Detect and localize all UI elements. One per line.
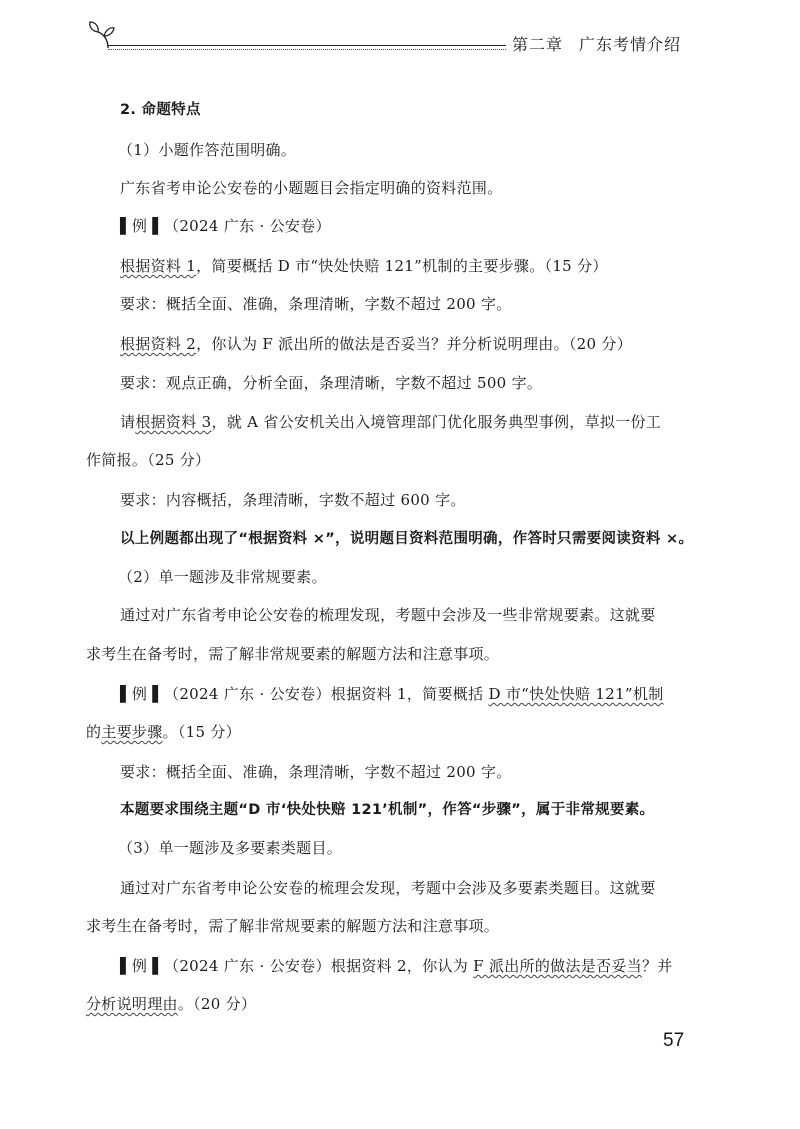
subheading-1: （1）小题作答范围明确。 — [118, 141, 297, 159]
requirement-line: 要求：观点正确，分析全面，条理清晰，字数不超过 500 字。 — [120, 374, 543, 392]
requirement-line: 要求：概括全面、准确，条理清晰，字数不超过 200 字。 — [120, 763, 512, 781]
requirement-line: 要求：内容概括，条理清晰，字数不超过 600 字。 — [120, 491, 466, 509]
chapter-number: 第二章 — [512, 35, 564, 54]
question-line: 请根据资料 3，就 A 省公安机关出入境管理部门优化服务典型事例，草拟一份工 — [120, 413, 662, 431]
chapter-heading — [512, 32, 681, 55]
question-line-continued: 作简报。（25 分） — [86, 451, 211, 469]
subheading-2: （2）单一题涉及非常规要素。 — [118, 568, 327, 586]
emphasis-underline: 分析说明理由 — [86, 995, 178, 1013]
example-question-continued: 的主要步骤。（15 分） — [86, 723, 241, 741]
summary-bold: 本题要求围绕主题“D 市‘快处快赔 121’机制”，作答“步骤”，属于非常规要素。 — [120, 802, 655, 818]
paragraph-continued: 求考生在备考时，需了解非常规要素的解题方法和注意事项。 — [86, 645, 500, 663]
chapter-title: 广东考情介绍 — [579, 35, 682, 54]
requirement-line: 要求：概括全面、准确，条理清晰，字数不超过 200 字。 — [120, 295, 512, 313]
emphasis-underline: D 市“快处快赔 121”机制 — [488, 685, 664, 703]
example-question-line: ▌例 ▌（2024 广东 · 公安卷）根据资料 1，简要概括 D 市“快处快赔 121”机制 — [120, 685, 664, 703]
summary-bold: 以上例题都出现了“根据资料 ×”，说明题目资料范围明确，作答时只需要阅读资料 ×。 — [120, 531, 694, 547]
emphasis-underline: 根据资料 3 — [135, 413, 212, 431]
paragraph-continued: 求考生在备考时，需了解非常规要素的解题方法和注意事项。 — [86, 917, 500, 935]
emphasis-underline: 根据资料 2 — [120, 335, 197, 353]
paragraph: 通过对广东省考申论公安卷的梳理会发现，考题中会涉及多要素类题目。这就要 — [120, 879, 656, 897]
section-heading: 2. 命题特点 — [120, 102, 201, 118]
page-header — [0, 0, 800, 70]
example-question-continued: 分析说明理由。（20 分） — [86, 995, 257, 1013]
emphasis-underline: F 派出所的做法是否妥当 — [473, 957, 642, 975]
emphasis-underline: 主要步骤 — [101, 723, 163, 741]
question-line: 根据资料 2，你认为 F 派出所的做法是否妥当？并分析说明理由。（20 分） — [120, 335, 633, 353]
emphasis-underline: 根据资料 1 — [120, 257, 197, 275]
example-question-line: ▌例 ▌（2024 广东 · 公安卷）根据资料 2，你认为 F 派出所的做法是否妥当？并 — [120, 957, 673, 975]
subheading-3: （3）单一题涉及多要素类题目。 — [118, 839, 343, 857]
paragraph: 广东省考申论公安卷的小题题目会指定明确的资料范围。 — [120, 179, 503, 197]
question-line: 根据资料 1，简要概括 D 市“快处快赔 121”机制的主要步骤。（15 分） — [120, 257, 608, 275]
example-label: ▌例 ▌（2024 广东 · 公安卷） — [120, 217, 331, 235]
page-number: 57 — [663, 1030, 685, 1051]
paragraph: 通过对广东省考申论公安卷的梳理发现，考题中会涉及一些非常规要素。这就要 — [120, 606, 656, 624]
header-rule — [108, 45, 506, 46]
header-rule-dotted — [108, 49, 506, 50]
